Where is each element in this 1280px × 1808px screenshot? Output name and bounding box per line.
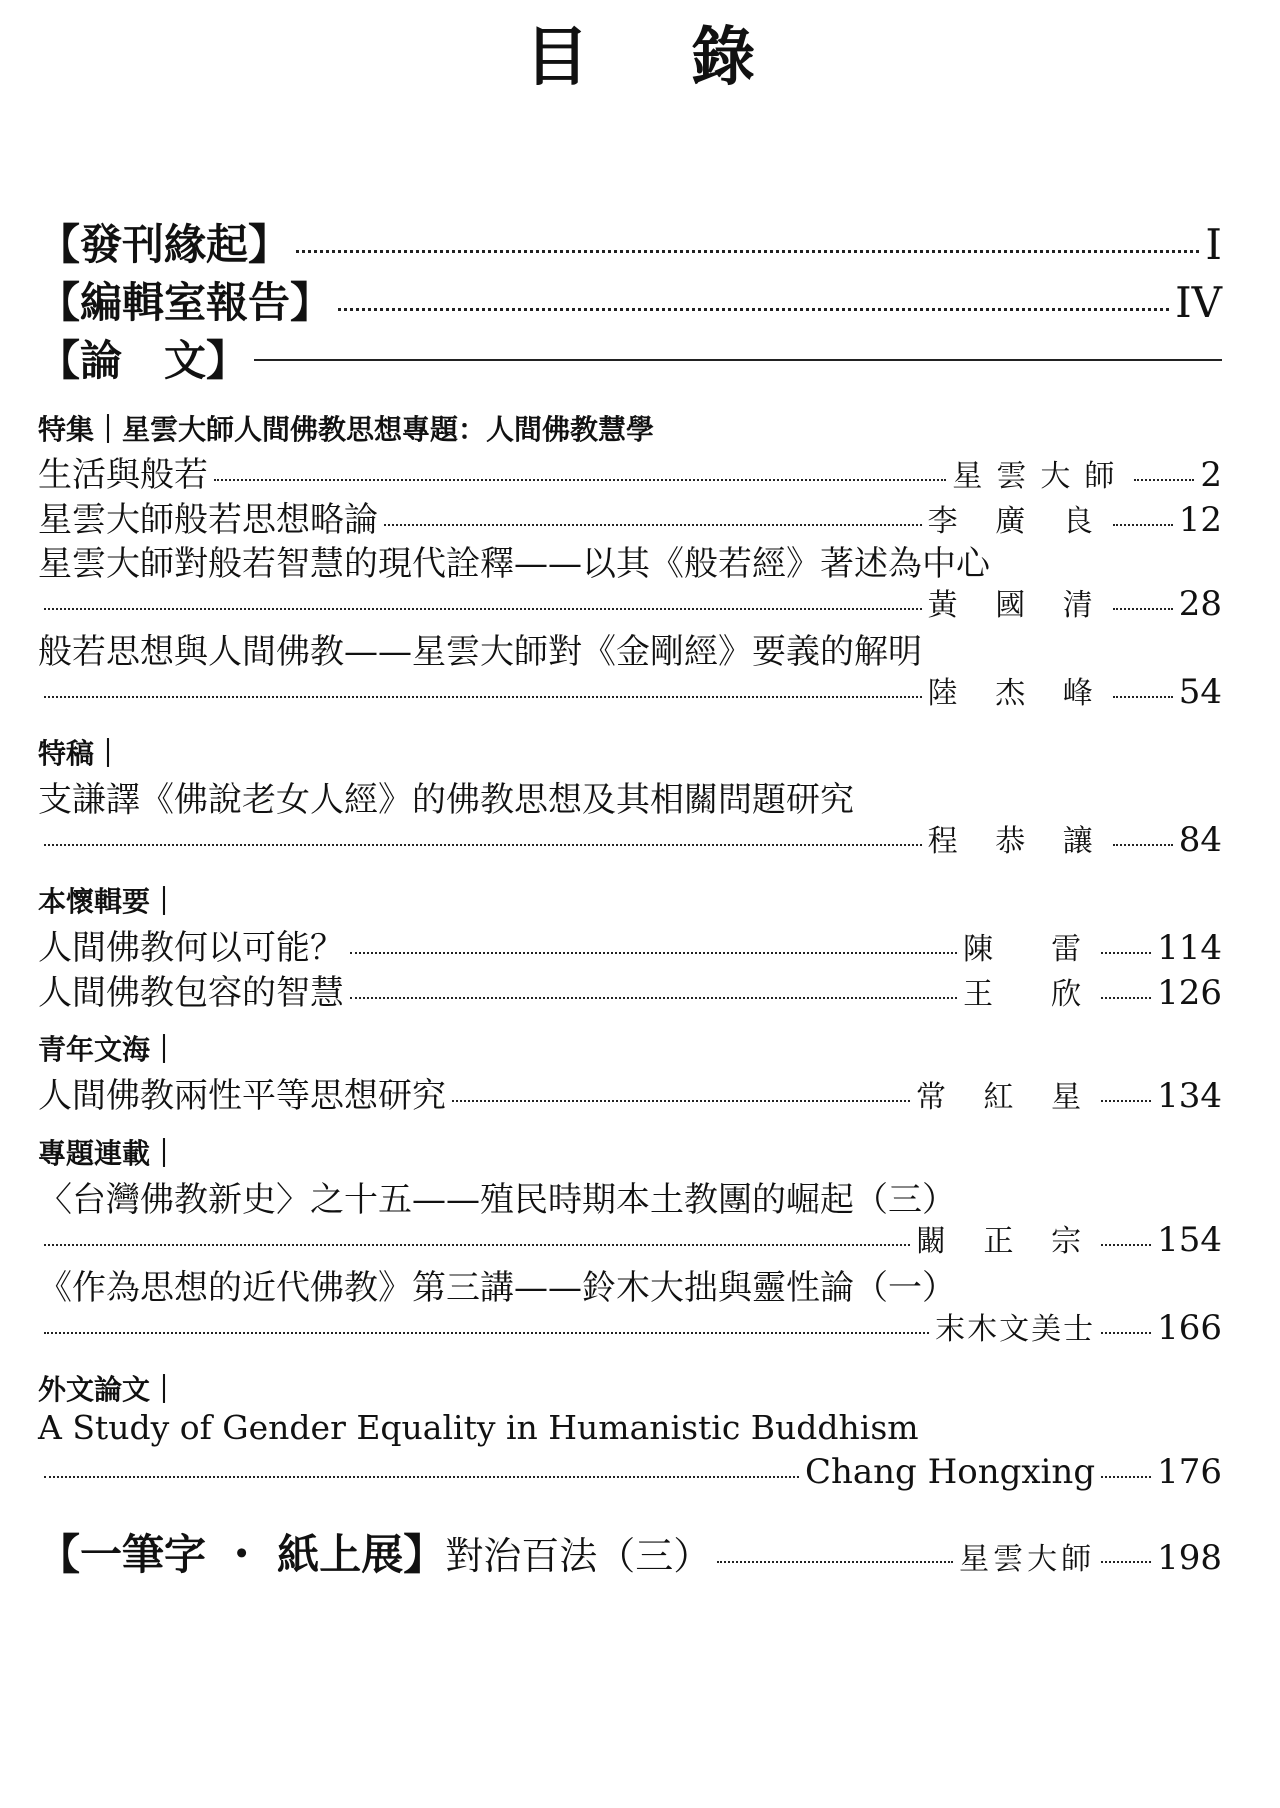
section-heading: 專題連載｜ [38, 1137, 179, 1170]
dot-leader [44, 696, 922, 698]
entry-label: 【論 文】 [38, 336, 249, 385]
page-number: I [1205, 220, 1222, 269]
toc-entry[interactable] [38, 492, 1222, 541]
page-number: 114 [1157, 928, 1222, 968]
section-heading: 本懷輯要｜ [38, 885, 179, 918]
entry-title[interactable]: 星雲大師對般若智慧的現代詮釋——以其《般若經》著述為中心 [38, 544, 990, 584]
page-number: 54 [1178, 672, 1222, 712]
toc-entry[interactable] [38, 920, 1222, 969]
entry-label: 【發刊緣起】 [38, 220, 291, 269]
dot-leader [214, 479, 946, 481]
page-number: 28 [1178, 584, 1222, 624]
section-heading: 外文論文｜ [38, 1373, 179, 1406]
section-heading: 青年文海｜ [38, 1033, 179, 1066]
dot-leader [296, 250, 1199, 253]
toc-entry-calligraphy[interactable] [38, 1522, 1222, 1582]
dot-leader [1101, 1332, 1151, 1334]
entry-author: 黃 國 清 [927, 588, 1107, 623]
dot-leader [1101, 1244, 1151, 1246]
dot-leader [44, 608, 922, 610]
dot-leader [44, 1244, 910, 1246]
page-number: IV [1175, 278, 1222, 327]
dot-leader [1113, 524, 1173, 526]
page-number: 198 [1157, 1538, 1222, 1578]
page-title: 目 錄 [524, 20, 796, 95]
entry-label: 【編輯室報告】 [38, 278, 333, 327]
entry-author: 陳 雷 [963, 932, 1096, 967]
toc-entry[interactable] [38, 580, 1222, 624]
dot-leader [1101, 997, 1151, 999]
toc-entry-intro[interactable] [38, 212, 1222, 272]
entry-author: Chang Hongxing [804, 1452, 1096, 1492]
entry-title[interactable]: 《作為思想的近代佛教》第三講——鈴木大拙與靈性論（一） [38, 1268, 956, 1308]
toc-heading-papers [38, 328, 1222, 388]
toc-entry[interactable] [38, 668, 1222, 712]
entry-label: 【一筆字 ・ 紙上展】 [38, 1530, 446, 1579]
toc-entry-editor[interactable] [38, 270, 1222, 330]
toc-entry[interactable] [38, 447, 1222, 496]
entry-title: 人間佛教何以可能？ [38, 928, 344, 968]
entry-title: 對治百法（三） [445, 1534, 712, 1578]
toc-entry[interactable] [38, 1068, 1222, 1117]
dot-leader [350, 997, 957, 999]
toc-entry[interactable] [38, 1216, 1222, 1260]
page-number: 154 [1157, 1220, 1222, 1260]
entry-title[interactable]: 支謙譯《佛說老女人經》的佛教思想及其相關問題研究 [38, 780, 854, 820]
entry-title: 生活與般若 [38, 455, 208, 495]
page-number: 12 [1178, 500, 1222, 540]
dot-leader [1134, 479, 1194, 481]
dot-leader [1113, 608, 1173, 610]
entry-author: 星雲大師 [952, 459, 1129, 494]
dot-leader [338, 308, 1169, 311]
entry-title: 星雲大師般若思想略論 [38, 500, 378, 540]
dot-leader [384, 524, 922, 526]
entry-author: 王 欣 [963, 977, 1096, 1012]
page-number: 166 [1157, 1308, 1222, 1348]
dot-leader [1101, 952, 1151, 954]
page-number: 176 [1157, 1452, 1222, 1492]
entry-author: 李 廣 良 [927, 504, 1107, 539]
dot-leader [44, 1476, 799, 1478]
dot-leader [1101, 1561, 1151, 1563]
entry-author: 程 恭 讓 [927, 824, 1107, 859]
entry-author: 陸 杰 峰 [927, 676, 1107, 711]
entry-title: 人間佛教包容的智慧 [38, 973, 344, 1013]
entry-author: 星雲大師 [959, 1542, 1096, 1577]
dot-leader [44, 844, 922, 846]
dot-leader [452, 1100, 910, 1102]
dot-leader [44, 1332, 929, 1334]
dot-leader [1113, 844, 1173, 846]
entry-title[interactable]: 般若思想與人間佛教——星雲大師對《金剛經》要義的解明 [38, 632, 922, 672]
section-heading: 特稿｜ [38, 737, 123, 770]
toc-entry[interactable] [38, 816, 1222, 860]
entry-title[interactable]: A Study of Gender Equality in Humanistic Buddhism [38, 1408, 919, 1447]
page-number: 134 [1157, 1076, 1222, 1116]
entry-author: 常 紅 星 [916, 1080, 1096, 1115]
dot-leader [1113, 696, 1173, 698]
toc-entry[interactable] [38, 1304, 1222, 1348]
dot-leader [717, 1561, 953, 1563]
entry-author: 末木文美士 [935, 1312, 1096, 1347]
dot-leader [1101, 1100, 1151, 1102]
dot-leader [350, 952, 957, 954]
toc-entry[interactable] [38, 1452, 1222, 1492]
dot-leader [1101, 1476, 1151, 1478]
entry-title: 人間佛教兩性平等思想研究 [38, 1076, 446, 1116]
page-number: 2 [1200, 455, 1222, 495]
horizontal-rule [254, 359, 1222, 361]
section-heading: 特集｜星雲大師人間佛教思想專題：人間佛教慧學 [38, 413, 655, 446]
page-number: 126 [1157, 973, 1222, 1013]
entry-title[interactable]: 〈台灣佛教新史〉之十五——殖民時期本土教團的崛起（三） [38, 1180, 956, 1220]
entry-author: 闞 正 宗 [916, 1224, 1096, 1259]
toc-entry[interactable] [38, 965, 1222, 1014]
page-number: 84 [1178, 820, 1222, 860]
